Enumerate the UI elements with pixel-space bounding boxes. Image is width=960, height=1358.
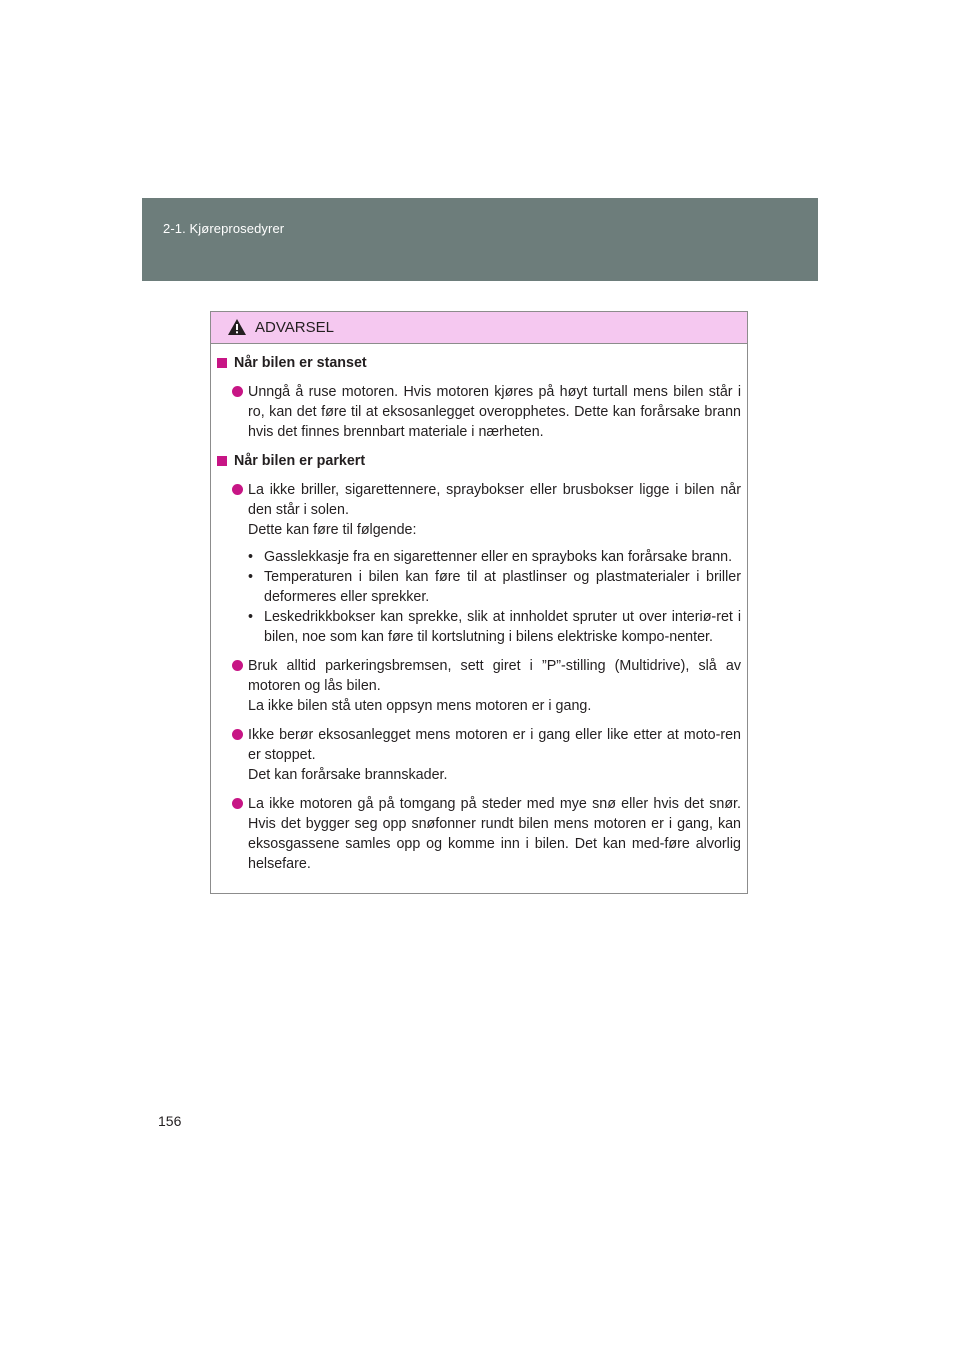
circle-bullet-icon <box>232 386 243 397</box>
item-text-continued: Det kan forårsake brannskader. <box>248 767 448 783</box>
section-title: 2-1. Kjøreprosedyrer <box>163 221 285 236</box>
sub-bullet-item: • Temperaturen i bilen kan føre til at plastlinser og plastmaterialer i briller deformeres eller sprekker. <box>248 569 741 605</box>
dot-bullet-icon: • <box>248 569 254 585</box>
header-band <box>142 198 818 281</box>
section-heading: Når bilen er stanset <box>217 353 741 373</box>
item-text-continued: Dette kan føre til følgende: <box>248 522 417 538</box>
sub-bullet-item: • Gasslekkasje fra en sigarettenner eller en sprayboks kan forårsake brann. <box>248 549 733 565</box>
dot-bullet-icon: • <box>248 609 254 625</box>
item-text: Ikke berør eksosanlegget mens motoren er i gang eller like etter at moto-ren er stoppet. <box>248 727 741 763</box>
item-text: La ikke motoren gå på tomgang på steder med mye snø eller hvis det snør. Hvis det bygger seg opp snøfonner rundt bilen mens motoren er i gang, kan eksosgassene samles opp og komme inn i bilen. Det kan med-føre alvorlig helsefare. <box>248 796 741 872</box>
list-item <box>217 656 741 716</box>
item-text: La ikke briller, sigarettennere, spraybokser eller brusbokser ligge i bilen når den står i solen. <box>248 482 741 518</box>
list-item <box>217 382 741 442</box>
item-text: Unngå å ruse motoren. Hvis motoren kjøres på høyt turtall mens bilen står i ro, kan det føre til at eksosanlegget overopphetes. Dette kan forårsake brann hvis det finnes brennbart materiale i nærheten. <box>248 384 741 440</box>
page-number: 156 <box>158 1113 182 1129</box>
square-bullet-icon <box>217 456 227 466</box>
item-text: Bruk alltid parkeringsbremsen, sett giret i ”P”-stilling (Multidrive), slå av motoren og lås bilen. <box>248 658 741 694</box>
sub-bullet-item: • Leskedrikkbokser kan sprekke, slik at innholdet spruter ut over interiø-ret i bilen, noe som kan føre til kortslutning i bilens elektriske kompo-nenter. <box>248 609 741 645</box>
circle-bullet-icon <box>232 660 243 671</box>
list-item <box>217 480 741 647</box>
circle-bullet-icon <box>232 798 243 809</box>
circle-bullet-icon <box>232 729 243 740</box>
warning-body <box>211 344 747 874</box>
list-item <box>217 794 741 874</box>
item-text-continued: La ikke bilen stå uten oppsyn mens motoren er i gang. <box>248 698 592 714</box>
warning-triangle-icon <box>227 318 247 336</box>
dot-bullet-icon: • <box>248 549 254 565</box>
sub-bullet-list <box>248 547 741 647</box>
warning-label: ADVARSEL <box>255 319 334 336</box>
square-bullet-icon <box>217 358 227 368</box>
section-heading: Når bilen er parkert <box>217 451 741 471</box>
list-item <box>217 725 741 785</box>
warning-box <box>210 311 748 894</box>
warning-header <box>211 312 747 344</box>
circle-bullet-icon <box>232 484 243 495</box>
